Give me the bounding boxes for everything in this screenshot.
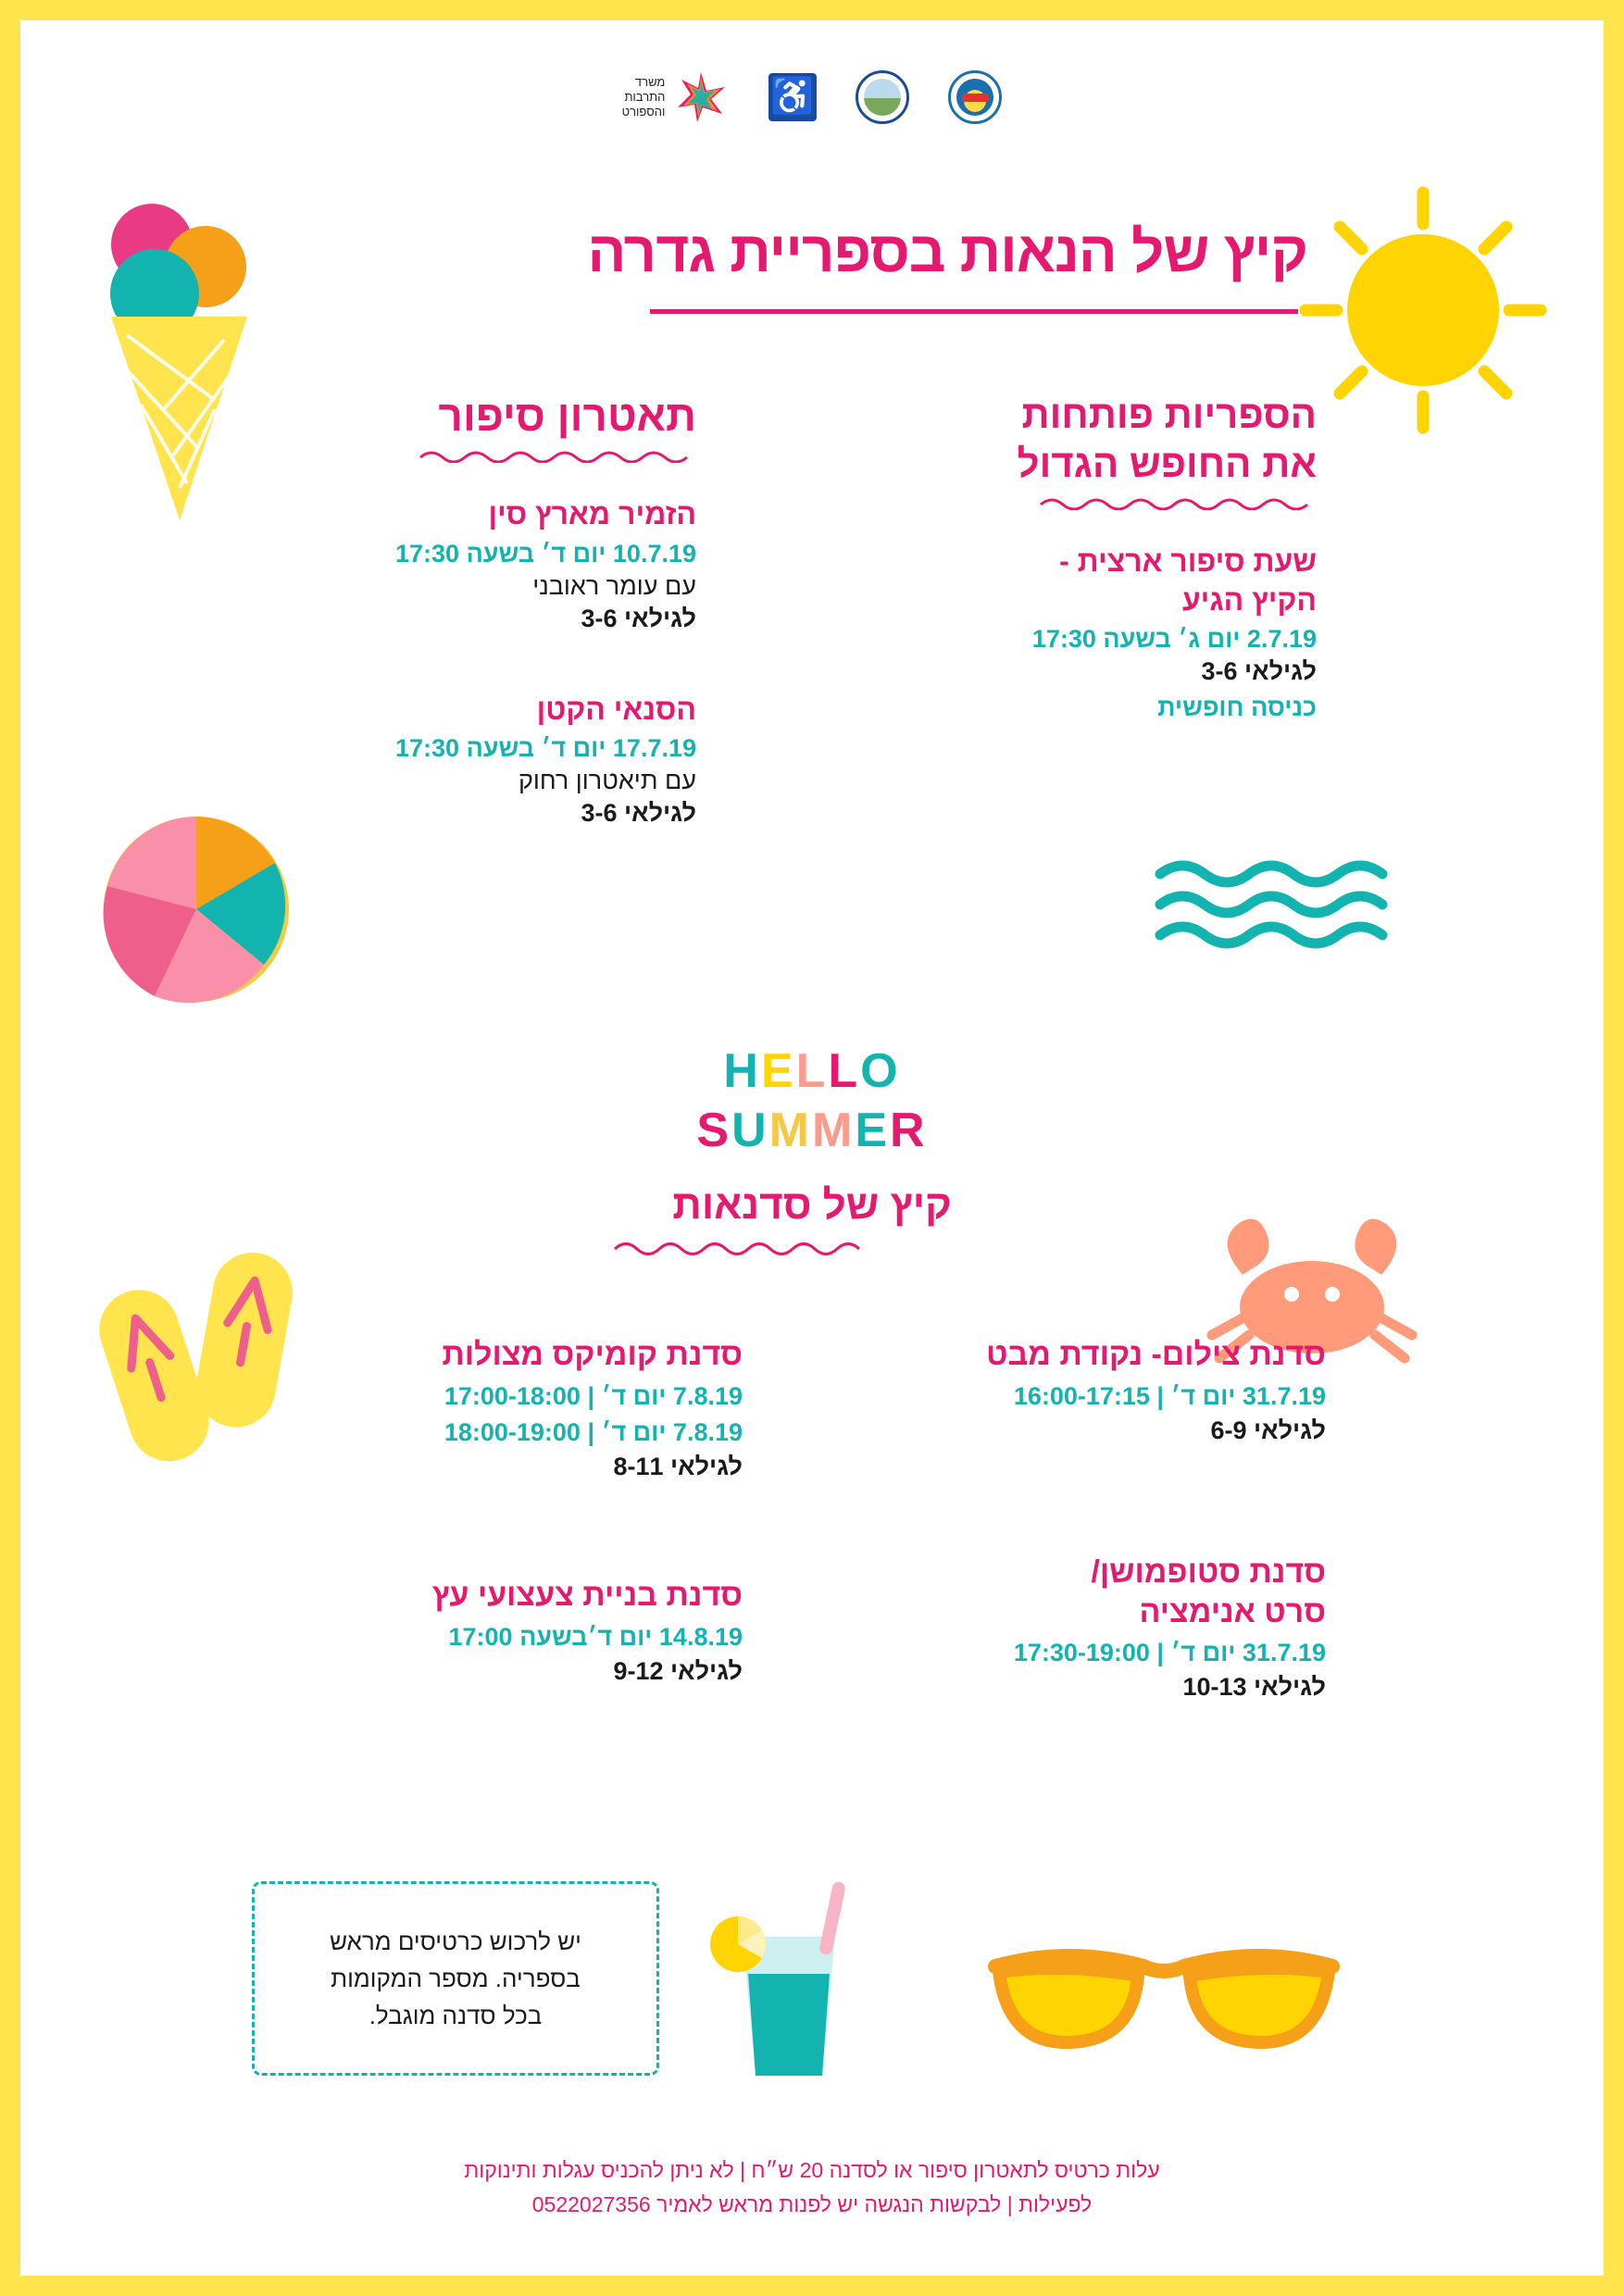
libraries-logo-icon — [948, 70, 1002, 124]
squiggle-divider — [418, 450, 696, 463]
page-title: קיץ של הנאות בספריית גדרה — [587, 220, 1307, 284]
accessibility-icon — [768, 73, 817, 121]
event-name-line1: שעת סיפור ארצית - — [1059, 544, 1317, 578]
sun-icon — [1298, 185, 1548, 435]
waves-icon — [1155, 854, 1432, 955]
event-free-entry: כניסה חופשית — [1157, 693, 1317, 722]
workshop-name-line2: סרט אנימציה — [1139, 1593, 1326, 1629]
workshop-wooden-toys — [307, 1576, 743, 1686]
workshop-name: סדנת בניית צעצועי עץ — [431, 1578, 743, 1613]
title-underline — [650, 309, 1298, 314]
summer-letter: E — [855, 1104, 891, 1157]
hello-letter: L — [795, 1044, 829, 1098]
event-name: הזמיר מארץ סין — [488, 497, 696, 530]
event-ages: לגילאי 3-6 — [581, 604, 696, 632]
workshop-datetime: 31.7.19 יום ד׳ | 17:30-19:00 — [1013, 1639, 1326, 1666]
workshop-name: סדנת צילום- נקודת מבט — [986, 1337, 1326, 1372]
summer-letter: U — [731, 1104, 769, 1157]
workshop-comics — [307, 1335, 743, 1481]
event-national-story-hour — [872, 543, 1317, 722]
ministry-line2: התרבות — [624, 89, 666, 104]
story-theatre-title: תאטרון סיפור — [438, 392, 696, 440]
section-national-story-hour — [872, 391, 1317, 722]
poster-page — [20, 20, 1604, 2276]
workshop-stopmotion — [844, 1553, 1326, 1702]
right-title-line2: את החופש הגדול — [1017, 441, 1317, 485]
workshop-ages: לגילאי 6-9 — [1210, 1416, 1326, 1444]
hello-letter: H — [723, 1044, 761, 1098]
sunglasses-icon — [979, 1928, 1349, 2076]
workshops-section-title: קיץ של סדנאות — [672, 1182, 952, 1228]
note-line3: בכל סדנה מוגבל. — [369, 2002, 543, 2030]
ministry-line1: משרד — [634, 74, 666, 89]
workshop-ages: לגילאי 10-13 — [1182, 1673, 1326, 1701]
workshop-ages: לגילאי 8-11 — [613, 1452, 743, 1480]
event-name-line2: הקיץ הגיע — [1181, 582, 1317, 617]
hello-letter: O — [860, 1044, 901, 1098]
workshop-name-line1: סדנת סטופמושן/ — [1091, 1554, 1326, 1590]
squiggle-divider — [613, 1241, 881, 1255]
lemonade-drink-icon — [687, 1872, 891, 2085]
event-performer: עם תיאטרון רחוק — [518, 767, 696, 795]
ice-cream-cone-icon — [76, 178, 289, 530]
hello-letter: E — [760, 1044, 796, 1098]
footer-line1: עלות כרטיס לתאטרון סיפור או לסדנה 20 ש״ח | לא ניתן להכניס עגלות ותינוקות — [464, 2158, 1160, 2183]
event-datetime: 2.7.19 יום ג׳ בשעה 17:30 — [1031, 625, 1317, 654]
workshop-name: סדנת קומיקס מצולות — [442, 1337, 743, 1372]
event-little-squirrel — [298, 691, 696, 829]
beach-ball-icon — [99, 812, 294, 1006]
summer-letter: R — [890, 1104, 928, 1157]
event-name: הסנאי הקטן — [536, 692, 696, 726]
summer-letter: S — [696, 1104, 732, 1157]
flip-flops-icon — [85, 1215, 317, 1483]
event-ages: לגילאי 3-6 — [1201, 657, 1317, 686]
ministry-line3: והספורט — [621, 105, 666, 119]
event-datetime: 17.7.19 יום ד׳ בשעה 17:30 — [395, 734, 696, 763]
summer-letter: M — [768, 1104, 812, 1157]
event-datetime: 10.7.19 יום ד׳ בשעה 17:30 — [395, 539, 696, 568]
note-line1: יש לרכוש כרטיסים מראש — [330, 1927, 581, 1955]
squiggle-divider — [1039, 497, 1317, 510]
logo-row — [20, 69, 1604, 126]
workshop-photography — [844, 1335, 1326, 1445]
note-line2: בספריה. מספר המקומות — [331, 1964, 581, 1992]
hello-letter: L — [828, 1044, 861, 1098]
workshop-datetime-2: 7.8.19 יום ד׳ | 18:00-19:00 — [443, 1417, 743, 1446]
star-burst-icon — [672, 69, 730, 126]
workshop-ages: לגילאי 9-12 — [613, 1656, 743, 1685]
event-nightingale — [298, 495, 696, 633]
summer-letter: M — [812, 1104, 856, 1157]
footer-info — [20, 2153, 1604, 2222]
right-title-line1: הספריות פותחות — [1021, 393, 1317, 436]
event-ages: לגילאי 3-6 — [581, 799, 696, 828]
section-story-theatre — [298, 391, 696, 828]
footer-line2: לפעילות | לבקשות הנגשה יש לפנות מראש לאמיר 0522027356 — [531, 2192, 1093, 2217]
event-performer: עם עומר ראובני — [532, 571, 696, 600]
ticket-note-box — [252, 1881, 659, 2076]
workshop-datetime: 7.8.19 יום ד׳ | 17:00-18:00 — [443, 1381, 743, 1410]
workshop-datetime: 14.8.19 יום ד׳בשעה 17:00 — [448, 1622, 743, 1651]
workshop-datetime: 31.7.19 יום ד׳ | 16:00-17:15 — [1013, 1381, 1326, 1410]
municipality-logo-icon — [856, 70, 909, 124]
ministry-of-culture-logo — [622, 69, 731, 126]
hello-summer-graphic — [20, 1043, 1604, 1158]
